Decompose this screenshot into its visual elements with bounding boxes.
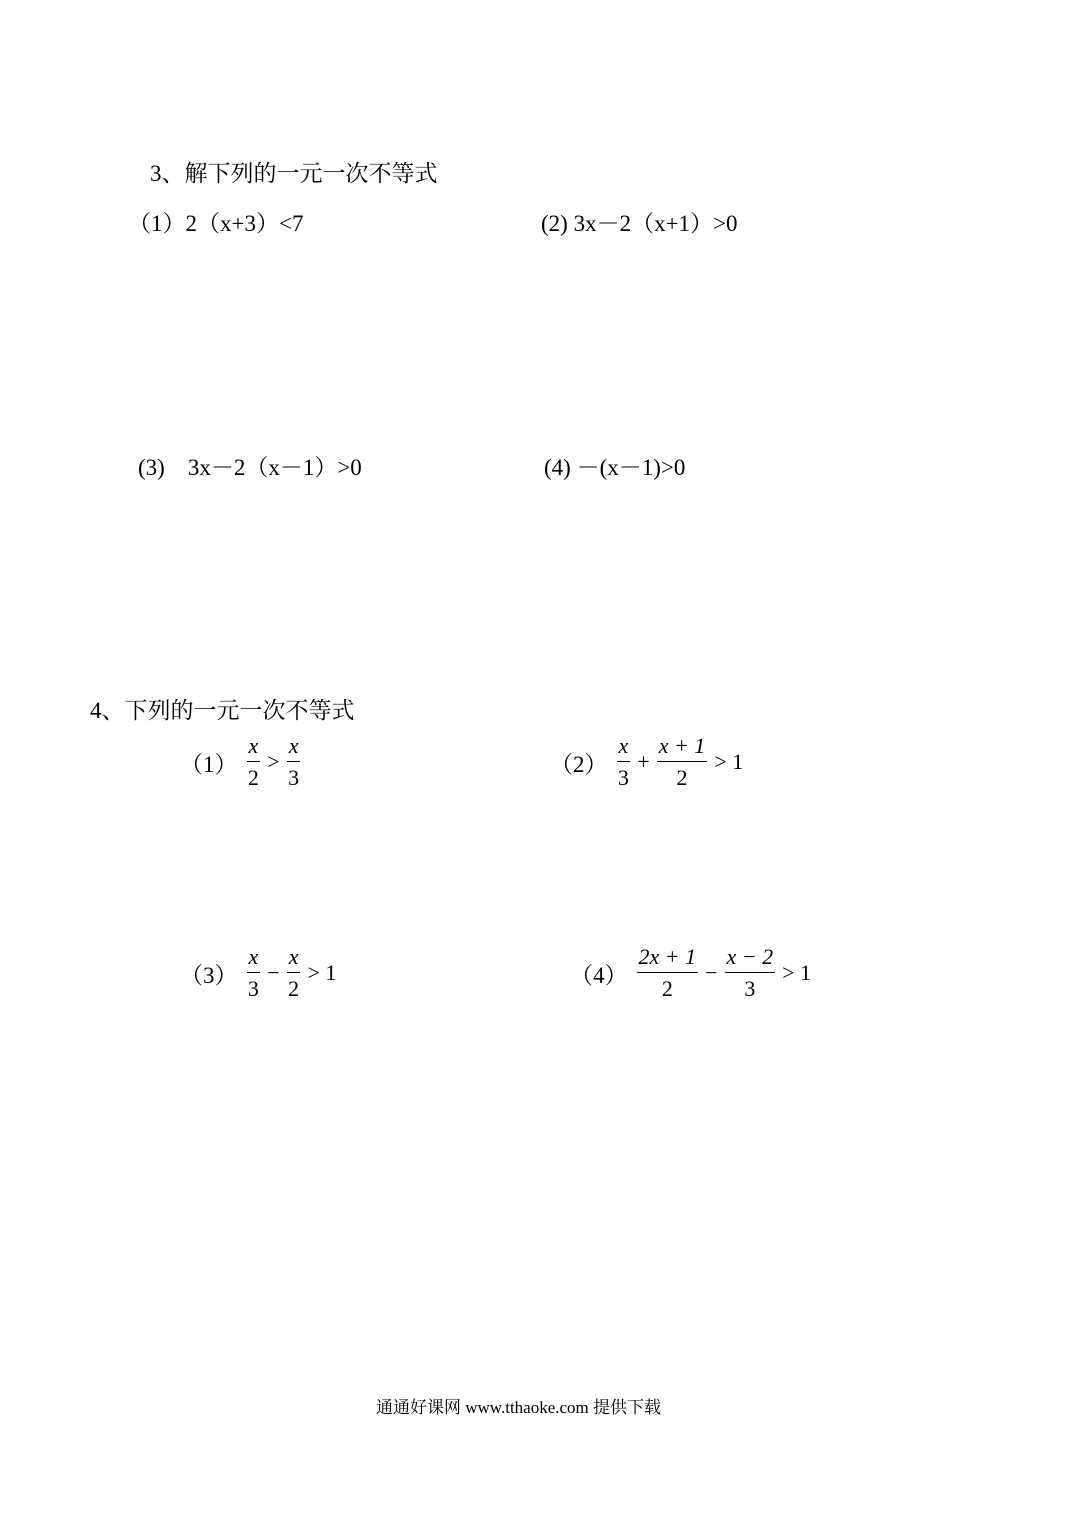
problem-label: （3） [180,962,238,988]
numerator: x − 2 [725,944,776,973]
denominator: 3 [744,976,756,1001]
problem-3-2: (2) 3x－2（x+1）>0 [541,211,738,236]
numerator: x [247,944,261,973]
problem-4-3 [180,944,340,1002]
numerator: x [247,733,261,762]
denominator: 2 [661,976,673,1001]
problem-4-4 [570,944,815,1002]
fraction [247,733,261,791]
section3-heading: 3、解下列的一元一次不等式 [150,161,438,186]
operator: > [267,749,280,774]
problem-label: （2） [550,751,608,777]
fraction [725,944,776,1002]
denominator: 2 [676,765,688,790]
fraction [657,733,708,791]
operator: + [637,749,650,774]
denominator: 2 [288,976,300,1001]
numerator: 2x + 1 [637,944,699,973]
numerator: x [287,733,301,762]
operator: > 1 [307,960,337,985]
problem-4-2 [550,733,747,791]
operator: − [705,960,718,985]
numerator: x [287,944,301,973]
footer-credit: 通通好课网 www.tthaoke.com 提供下载 [376,1398,662,1417]
section4-heading: 4、下列的一元一次不等式 [90,698,355,723]
denominator: 3 [288,765,300,790]
fraction [637,944,699,1002]
fraction [617,733,631,791]
operator: > 1 [714,749,744,774]
problem-label: （4） [570,962,628,988]
numerator: x + 1 [657,733,708,762]
problem-3-4: (4) －(x－1)>0 [544,455,686,480]
problem-3-1: （1）2（x+3）<7 [128,211,304,236]
fraction [287,733,301,791]
problem-4-1 [180,733,303,791]
numerator: x [617,733,631,762]
problem-3-3: (3) 3x－2（x－1）>0 [138,455,362,480]
denominator: 3 [247,976,259,1001]
denominator: 2 [247,765,259,790]
problem-label: （1） [180,751,238,777]
fraction [287,944,301,1002]
denominator: 3 [617,765,629,790]
operator: > 1 [782,960,812,985]
operator: − [267,960,280,985]
fraction [247,944,261,1002]
